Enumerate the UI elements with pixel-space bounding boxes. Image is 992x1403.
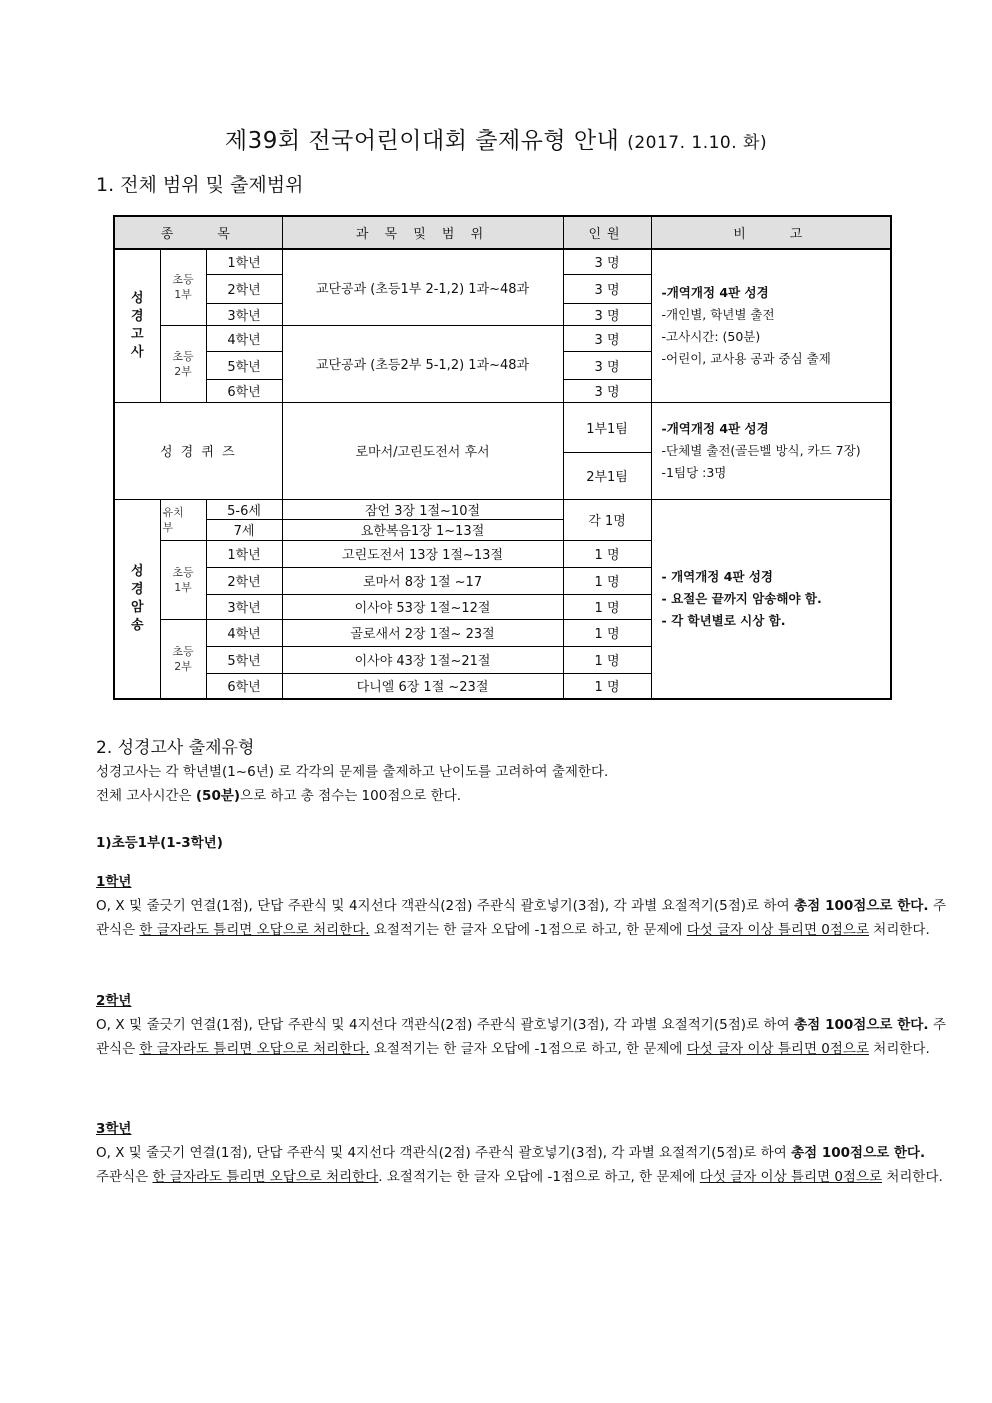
grade-cell: 3학년 xyxy=(206,303,282,325)
count-cell: 1 명 xyxy=(563,673,651,699)
count-cell: 2부1팀 xyxy=(563,452,651,499)
age-cell: 5-6세 xyxy=(206,499,282,519)
grade-cell: 2학년 xyxy=(206,567,282,594)
section2-intro: 성경고사는 각 학년별(1~6년) 로 각각의 문제를 출제하고 난이도를 고려하여 출제한다. 전체 고사시간은 (50분)으로 하고 총 점수는 100점으로 한다. xyxy=(96,764,609,804)
age-cell: 7세 xyxy=(206,519,282,540)
grade3-block xyxy=(96,1117,946,1189)
scope-cell: 로마서 8장 1절 ~17 xyxy=(282,567,563,594)
count-cell: 1 명 xyxy=(563,619,651,646)
recite-kinder: 유치부 xyxy=(160,499,206,540)
exam-label: 성경고사 xyxy=(114,249,160,402)
header-scope: 과 목 및 범 위 xyxy=(282,216,563,249)
recite-notes: - 개역개정 4판 성경 - 요절은 끝까지 암송해야 함. - 각 학년별로 시상 함. xyxy=(651,499,891,699)
header-count: 인원 xyxy=(563,216,651,249)
count-cell: 3 명 xyxy=(563,351,651,379)
grade1-heading: 1학년 xyxy=(96,874,132,890)
grade1-block xyxy=(96,870,946,942)
count-cell: 3 명 xyxy=(563,325,651,351)
grade2-block xyxy=(96,989,946,1061)
subsection-elementary1: 1)초등1부(1-3학년) xyxy=(96,835,223,851)
scope-cell: 골로새서 2장 1절~ 23절 xyxy=(282,619,563,646)
grade-cell: 1학년 xyxy=(206,249,282,274)
count-cell: 1부1팀 xyxy=(563,402,651,452)
section2-heading: 2. 성경고사 출제유형 xyxy=(96,738,255,758)
grade1-text: O, X 및 줄긋기 연결(1점), 단답 주관식 및 4지선다 객관식(2점) 주관식 괄호넣기(3점), 각 과별 요절적기(5점)로 하여 총점 100점으로 한다. 주관식은 한 글자라도 틀리면 오답으로 처리한다. 요절적기는 한 글자 오답에 -1점으로 하고, 한 문제에 다섯 글자 이상 틀리면 0점으로 처리한다. xyxy=(96,898,946,938)
quiz-label: 성 경 퀴 즈 xyxy=(114,402,282,499)
grade3-text: O, X 및 줄긋기 연결(1점), 단답 주관식 및 4지선다 객관식(2점) 주관식 괄호넣기(3점), 각 과별 요절적기(5점)로 하여 총점 100점으로 한다. xyxy=(96,1145,926,1161)
scope-cell: 고린도전서 13장 1절~13절 xyxy=(282,540,563,567)
grade2-text: O, X 및 줄긋기 연결(1점), 단답 주관식 및 4지선다 객관식(2점) 주관식 괄호넣기(3점), 각 과별 요절적기(5점)로 하여 총점 100점으로 한다. 주관식은 한 글자라도 틀리면 오답으로 처리한다. 요절적기는 한 글자 오답에 -1점으로 하고, 한 문제에 다섯 글자 이상 틀리면 0점으로 처리한다. xyxy=(96,1017,946,1057)
grade3-heading: 3학년 xyxy=(96,1121,132,1137)
grade-cell: 4학년 xyxy=(206,325,282,351)
scope-cell: 잠언 3장 1절~10절 xyxy=(282,499,563,519)
quiz-notes: -개역개정 4판 성경 -단체별 출전(골든벨 방식, 카드 7장) -1팀당 :3명 xyxy=(651,402,891,499)
scope-table xyxy=(113,215,892,700)
grade2-heading: 2학년 xyxy=(96,993,132,1009)
exam-group2: 초등 2부 xyxy=(160,325,206,402)
count-cell: 1 명 xyxy=(563,646,651,673)
count-cell: 3 명 xyxy=(563,303,651,325)
grade-cell: 6학년 xyxy=(206,379,282,402)
exam-group1: 초등 1부 xyxy=(160,249,206,325)
header-category: 종 목 xyxy=(114,216,282,249)
scope-cell: 요한복음1장 1~13절 xyxy=(282,519,563,540)
header-notes: 비 고 xyxy=(651,216,891,249)
grade-cell: 5학년 xyxy=(206,351,282,379)
exam-scope-1: 교단공과 (초등1부 2-1,2) 1과~48과 xyxy=(282,249,563,325)
count-cell: 1 명 xyxy=(563,567,651,594)
grade-cell: 2학년 xyxy=(206,274,282,303)
recite-group1: 초등 1부 xyxy=(160,540,206,619)
grade-cell: 6학년 xyxy=(206,673,282,699)
scope-cell: 이사야 43장 1절~21절 xyxy=(282,646,563,673)
grade3-text-2: 주관식은 한 글자라도 틀리면 오답으로 처리한다. 요절적기는 한 글자 오답에 -1점으로 하고, 한 문제에 다섯 글자 이상 틀리면 0점으로 처리한다. xyxy=(96,1169,943,1185)
recite-label: 성경암송 xyxy=(114,499,160,699)
count-cell: 1 명 xyxy=(563,594,651,619)
count-cell: 3 명 xyxy=(563,274,651,303)
grade-cell: 1학년 xyxy=(206,540,282,567)
grade-cell: 4학년 xyxy=(206,619,282,646)
section1-heading: 1. 전체 범위 및 출제범위 xyxy=(96,174,304,196)
count-cell: 3 명 xyxy=(563,249,651,274)
title-text: 제39회 전국어린이대회 출제유형 안내 xyxy=(224,128,620,154)
recite-group2: 초등 2부 xyxy=(160,619,206,699)
title-date: (2017. 1.10. 화) xyxy=(627,133,768,153)
page-title xyxy=(0,122,992,155)
count-cell: 1 명 xyxy=(563,540,651,567)
grade-cell: 3학년 xyxy=(206,594,282,619)
grade-cell: 5학년 xyxy=(206,646,282,673)
scope-cell: 이사야 53장 1절~12절 xyxy=(282,594,563,619)
count-cell: 3 명 xyxy=(563,379,651,402)
scope-cell: 다니엘 6장 1절 ~23절 xyxy=(282,673,563,699)
exam-notes: -개역개정 4판 성경 -개인별, 학년별 출전 -고사시간: (50분) -어린이, 교사용 공과 중심 출제 xyxy=(651,249,891,402)
exam-scope-2: 교단공과 (초등2부 5-1,2) 1과~48과 xyxy=(282,325,563,402)
count-cell: 각 1명 xyxy=(563,499,651,540)
quiz-scope: 로마서/고린도전서 후서 xyxy=(282,402,563,499)
